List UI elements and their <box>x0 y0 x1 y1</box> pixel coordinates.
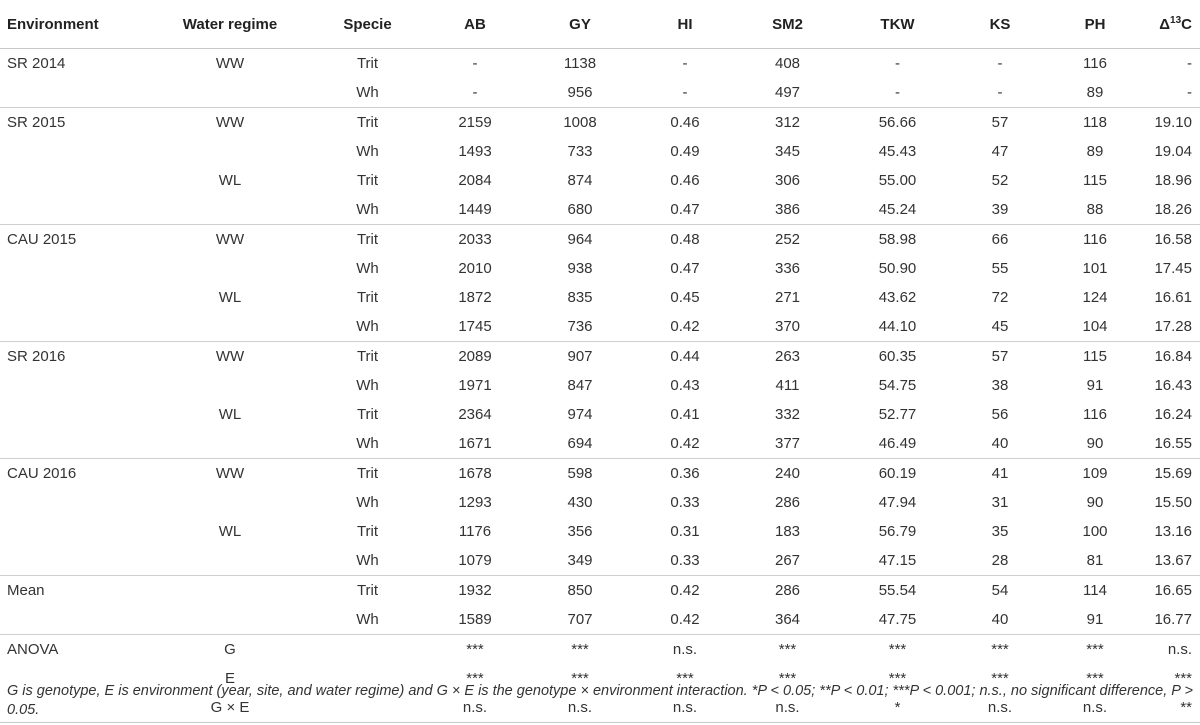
table-row <box>0 400 1200 429</box>
cell-water-regime <box>150 546 310 576</box>
table-row <box>0 225 1200 255</box>
cell-delta-13c: 19.10 <box>1145 108 1200 138</box>
cell-specie: Trit <box>310 576 425 606</box>
header-tkw: TKW <box>840 0 955 49</box>
header-environment: Environment <box>0 0 150 49</box>
cell-specie: Trit <box>356 406 379 423</box>
cell-ab: 2084 <box>458 172 492 189</box>
cell-gy: 736 <box>567 318 593 335</box>
cell-specie: Trit <box>356 523 379 540</box>
header-hi: HI <box>635 0 735 49</box>
table-row <box>0 108 1200 138</box>
cell-ab: - <box>472 55 478 72</box>
cell-gy: *** <box>571 670 589 687</box>
table-row <box>0 195 1200 225</box>
cell-ph: 101 <box>1082 260 1108 277</box>
cell-gy: 847 <box>567 377 593 394</box>
cell-ph: n.s. <box>1045 693 1145 723</box>
cell-water-regime: WL <box>218 289 242 306</box>
header-water-regime: Water regime <box>150 0 310 49</box>
cell-gy: 680 <box>567 201 593 218</box>
cell-sm2: 306 <box>774 172 801 189</box>
cell-hi: n.s. <box>635 635 735 665</box>
cell-hi: 0.41 <box>670 406 700 423</box>
cell-water-regime: E <box>224 670 235 687</box>
cell-ab: 1449 <box>458 201 492 218</box>
cell-hi: 0.31 <box>670 523 700 540</box>
cell-tkw: 56.79 <box>878 523 917 540</box>
cell-delta-13c: - <box>1187 84 1192 101</box>
cell-water-regime <box>150 78 310 108</box>
cell-ab: 1079 <box>458 552 492 569</box>
table-row <box>0 78 1200 108</box>
cell-environment: CAU 2016 <box>0 459 150 489</box>
cell-sm2: 183 <box>774 523 801 540</box>
cell-hi: 0.48 <box>635 225 735 255</box>
cell-ab: 1872 <box>458 289 492 306</box>
cell-gy: *** <box>525 635 635 665</box>
cell-ks: 31 <box>991 494 1009 511</box>
cell-ks: 66 <box>955 225 1045 255</box>
cell-delta-13c: 13.67 <box>1154 552 1192 569</box>
cell-ph: *** <box>1045 635 1145 665</box>
header-ph: PH <box>1045 0 1145 49</box>
cell-ab: - <box>472 84 478 101</box>
cell-ab: 1589 <box>458 611 492 628</box>
cell-environment <box>0 400 150 429</box>
table-row <box>0 546 1200 576</box>
cell-ks: 52 <box>991 172 1009 189</box>
cell-tkw: *** <box>840 635 955 665</box>
cell-delta-13c: 15.69 <box>1145 459 1200 489</box>
table-row <box>0 488 1200 517</box>
table-footnote: G is genotype, E is environment (year, site, and water regime) and G × E is the genotype × environment interaction. *P < 0.05; **P < 0.01; ***P < 0.001; n.s., no significant difference, P > 0.05. <box>7 683 1193 718</box>
cell-delta-13c: ** <box>1145 693 1200 723</box>
cell-ph: 90 <box>1086 494 1104 511</box>
cell-specie: Trit <box>356 55 379 72</box>
cell-delta-13c: n.s. <box>1145 635 1200 665</box>
cell-ks: 40 <box>991 611 1009 628</box>
cell-gy: 964 <box>525 225 635 255</box>
cell-tkw: 47.15 <box>878 552 917 569</box>
cell-environment: ANOVA <box>0 635 150 665</box>
cell-ph: 91 <box>1086 377 1104 394</box>
cell-tkw: 47.94 <box>878 494 917 511</box>
cell-sm2: 386 <box>774 201 801 218</box>
cell-gy: 907 <box>525 342 635 372</box>
cell-hi: 0.43 <box>670 377 700 394</box>
cell-sm2: 263 <box>735 342 840 372</box>
cell-ks: 47 <box>991 143 1009 160</box>
cell-delta-13c: 16.55 <box>1154 435 1192 452</box>
cell-delta-13c: 16.58 <box>1145 225 1200 255</box>
header-delta-13c <box>1145 0 1200 49</box>
cell-tkw: *** <box>888 670 907 687</box>
cell-water-regime: WW <box>215 55 245 72</box>
cell-sm2: 411 <box>775 377 800 394</box>
cell-sm2: 332 <box>774 406 801 423</box>
cell-gy: 874 <box>567 172 593 189</box>
cell-ab: 2364 <box>458 406 492 423</box>
cell-specie: Wh <box>356 143 379 160</box>
cell-tkw: * <box>840 693 955 723</box>
cell-tkw: 47.75 <box>878 611 917 628</box>
cell-environment <box>0 283 150 312</box>
cell-ph: 109 <box>1045 459 1145 489</box>
cell-environment <box>0 166 150 195</box>
table-row <box>0 517 1200 546</box>
table-row <box>0 342 1200 372</box>
table-row <box>0 576 1200 606</box>
cell-tkw: 60.19 <box>840 459 955 489</box>
table-body <box>0 49 1200 723</box>
cell-environment: Mean <box>0 576 150 606</box>
cell-ab: 1932 <box>425 576 525 606</box>
cell-delta-13c: 16.77 <box>1154 611 1192 628</box>
cell-delta-13c: 15.50 <box>1154 494 1192 511</box>
cell-sm2: 312 <box>735 108 840 138</box>
cell-gy: 1008 <box>525 108 635 138</box>
cell-gy: 598 <box>525 459 635 489</box>
cell-delta-13c: 18.26 <box>1154 201 1192 218</box>
cell-delta-13c: 17.28 <box>1154 318 1192 335</box>
cell-ks: - <box>997 55 1003 72</box>
cell-sm2: *** <box>778 670 797 687</box>
cell-gy: 974 <box>567 406 593 423</box>
cell-ph: 89 <box>1086 143 1104 160</box>
cell-ph: 81 <box>1086 552 1104 569</box>
header-ab: AB <box>425 0 525 49</box>
cell-sm2: *** <box>735 635 840 665</box>
cell-gy: 733 <box>567 143 593 160</box>
cell-sm2: 286 <box>774 494 801 511</box>
cell-ab: 1745 <box>458 318 492 335</box>
table-row <box>0 459 1200 489</box>
delta-symbol: Δ <box>1159 15 1171 33</box>
cell-tkw: 58.98 <box>840 225 955 255</box>
cell-sm2: 240 <box>735 459 840 489</box>
cell-gy: 850 <box>525 576 635 606</box>
cell-hi: 0.42 <box>670 611 700 628</box>
cell-ph: 114 <box>1045 576 1145 606</box>
cell-sm2: 370 <box>774 318 801 335</box>
cell-ks: - <box>997 84 1003 101</box>
cell-ks: 28 <box>991 552 1009 569</box>
cell-ph: 91 <box>1086 611 1104 628</box>
cell-environment <box>0 371 150 400</box>
cell-water-regime <box>150 254 310 283</box>
cell-environment <box>0 605 150 635</box>
cell-ph: 89 <box>1086 84 1104 101</box>
table-row <box>0 605 1200 635</box>
cell-delta-13c: 16.24 <box>1154 406 1192 423</box>
table-row <box>0 137 1200 166</box>
cell-delta-13c: 19.04 <box>1154 143 1192 160</box>
cell-specie: Wh <box>356 611 379 628</box>
cell-ks: *** <box>991 670 1009 687</box>
cell-hi: 0.42 <box>670 435 700 452</box>
cell-ph: 115 <box>1083 172 1107 189</box>
header-row <box>0 0 1200 49</box>
cell-tkw: 52.77 <box>878 406 917 423</box>
header-sm2: SM2 <box>735 0 840 49</box>
cell-ph: 124 <box>1082 289 1108 306</box>
cell-delta-13c: 16.65 <box>1145 576 1200 606</box>
cell-ks: 56 <box>991 406 1009 423</box>
cell-specie: Wh <box>356 84 379 101</box>
cell-gy: 938 <box>567 260 593 277</box>
cell-specie: Trit <box>310 225 425 255</box>
cell-ab: 1671 <box>458 435 492 452</box>
cell-ab: 2089 <box>425 342 525 372</box>
cell-ph: 116 <box>1083 406 1107 423</box>
cell-environment <box>0 429 150 459</box>
cell-sm2: 336 <box>774 260 801 277</box>
cell-hi: - <box>682 55 688 72</box>
cell-environment <box>0 488 150 517</box>
cell-ph: 100 <box>1082 523 1108 540</box>
cell-ab: *** <box>466 670 484 687</box>
cell-hi: 0.47 <box>670 201 700 218</box>
cell-environment <box>0 546 150 576</box>
cell-delta-13c: 16.43 <box>1154 377 1192 394</box>
cell-sm2: n.s. <box>735 693 840 723</box>
cell-water-regime <box>150 195 310 225</box>
cell-specie: Wh <box>356 552 379 569</box>
table-row <box>0 254 1200 283</box>
delta-superscript: 13 <box>1170 14 1182 26</box>
cell-specie: Trit <box>310 108 425 138</box>
cell-water-regime: WW <box>150 342 310 372</box>
table-row <box>0 166 1200 195</box>
cell-ks: *** <box>955 635 1045 665</box>
cell-hi: 0.36 <box>635 459 735 489</box>
cell-delta-13c: 13.16 <box>1154 523 1192 540</box>
cell-tkw: 54.75 <box>878 377 917 394</box>
cell-delta-13c: 16.84 <box>1145 342 1200 372</box>
table-row <box>0 312 1200 342</box>
cell-gy: 430 <box>567 494 593 511</box>
cell-specie: Wh <box>356 377 379 394</box>
cell-water-regime: WL <box>218 523 242 540</box>
cell-delta-13c: 17.45 <box>1154 260 1192 277</box>
cell-ks: 40 <box>991 435 1009 452</box>
cell-specie: Wh <box>356 201 379 218</box>
cell-ks: 41 <box>955 459 1045 489</box>
cell-ks: 38 <box>991 377 1009 394</box>
cell-ks: n.s. <box>955 693 1045 723</box>
table-row <box>0 283 1200 312</box>
delta-suffix: C <box>1181 15 1192 33</box>
cell-specie: Wh <box>356 435 379 452</box>
cell-specie: Trit <box>356 289 379 306</box>
cell-sm2: 267 <box>774 552 801 569</box>
cell-ph: 88 <box>1086 201 1104 218</box>
cell-water-regime <box>150 429 310 459</box>
cell-water-regime: WW <box>150 225 310 255</box>
cell-environment: SR 2016 <box>0 342 150 372</box>
cell-specie: Trit <box>310 342 425 372</box>
cell-hi: 0.49 <box>670 143 700 160</box>
cell-ks: 72 <box>991 289 1009 306</box>
cell-sm2: 377 <box>774 435 801 452</box>
cell-specie: Wh <box>356 494 379 511</box>
cell-ph: 116 <box>1045 225 1145 255</box>
cell-ab: 2159 <box>425 108 525 138</box>
cell-hi: 0.42 <box>670 318 700 335</box>
cell-tkw: 55.00 <box>878 172 917 189</box>
cell-ks: 45 <box>991 318 1009 335</box>
cell-environment: CAU 2015 <box>0 225 150 255</box>
cell-environment: SR 2014 <box>7 55 66 72</box>
cell-water-regime <box>150 605 310 635</box>
cell-ks: 57 <box>955 108 1045 138</box>
cell-environment <box>0 137 150 166</box>
cell-specie: Trit <box>356 172 379 189</box>
cell-sm2: 345 <box>774 143 801 160</box>
table-row <box>0 635 1200 665</box>
cell-tkw: 43.62 <box>878 289 917 306</box>
cell-water-regime: WW <box>150 108 310 138</box>
cell-water-regime: G × E <box>150 693 310 723</box>
cell-tkw: 44.10 <box>878 318 917 335</box>
cell-environment: SR 2015 <box>0 108 150 138</box>
cell-gy: 835 <box>567 289 593 306</box>
table-row <box>0 429 1200 459</box>
cell-hi: 0.46 <box>635 108 735 138</box>
cell-water-regime <box>150 488 310 517</box>
cell-specie: Wh <box>356 260 379 277</box>
cell-hi: 0.42 <box>635 576 735 606</box>
cell-water-regime <box>150 137 310 166</box>
cell-water-regime: WL <box>218 172 242 189</box>
cell-ph: 90 <box>1086 435 1104 452</box>
cell-sm2: 252 <box>735 225 840 255</box>
cell-ab: 1293 <box>458 494 492 511</box>
cell-gy: 956 <box>567 84 593 101</box>
cell-hi: *** <box>676 670 694 687</box>
cell-hi: 0.44 <box>635 342 735 372</box>
cell-hi: - <box>682 84 688 101</box>
cell-ab: n.s. <box>425 693 525 723</box>
cell-gy: 349 <box>567 552 593 569</box>
cell-ab: 1971 <box>458 377 492 394</box>
cell-environment <box>0 312 150 342</box>
cell-environment <box>0 78 150 108</box>
cell-ab: *** <box>425 635 525 665</box>
header-gy: GY <box>525 0 635 49</box>
cell-gy: 707 <box>567 611 593 628</box>
cell-tkw: 55.54 <box>840 576 955 606</box>
cell-gy: n.s. <box>525 693 635 723</box>
cell-sm2: 286 <box>735 576 840 606</box>
cell-ph: *** <box>1086 670 1104 687</box>
cell-tkw: 60.35 <box>840 342 955 372</box>
cell-ph: 118 <box>1045 108 1145 138</box>
cell-gy: 694 <box>567 435 593 452</box>
cell-tkw: 45.43 <box>878 143 917 160</box>
cell-sm2: 408 <box>774 55 801 72</box>
cell-tkw: - <box>895 55 900 72</box>
cell-specie <box>310 635 425 665</box>
cell-sm2: 271 <box>774 289 801 306</box>
cell-delta-13c: 18.96 <box>1154 172 1192 189</box>
cell-environment <box>0 517 150 546</box>
cell-tkw: 45.24 <box>878 201 917 218</box>
cell-ab: 1493 <box>458 143 492 160</box>
cell-sm2: 497 <box>774 84 801 101</box>
cell-water-regime <box>150 576 310 606</box>
cell-ks: 54 <box>955 576 1045 606</box>
cell-hi: 0.46 <box>670 172 700 189</box>
cell-ab: 1678 <box>425 459 525 489</box>
cell-sm2: 364 <box>774 611 801 628</box>
table-row <box>0 371 1200 400</box>
cell-hi: n.s. <box>635 693 735 723</box>
cell-hi: 0.33 <box>670 552 700 569</box>
cell-environment <box>0 195 150 225</box>
cell-ks: 55 <box>991 260 1009 277</box>
cell-ks: 35 <box>991 523 1009 540</box>
cell-hi: 0.47 <box>670 260 700 277</box>
cell-delta-13c: - <box>1187 55 1192 72</box>
cell-water-regime <box>150 371 310 400</box>
cell-water-regime: G <box>150 635 310 665</box>
cell-hi: 0.45 <box>670 289 700 306</box>
header-ks: KS <box>955 0 1045 49</box>
table-row <box>0 49 1200 79</box>
header-specie: Specie <box>310 0 425 49</box>
cell-ph: 115 <box>1045 342 1145 372</box>
cell-water-regime: WL <box>218 406 242 423</box>
cell-delta-13c: 16.61 <box>1154 289 1192 306</box>
cell-delta-13c: *** <box>1174 670 1192 687</box>
cell-gy: 1138 <box>563 55 597 72</box>
cell-ks: 57 <box>955 342 1045 372</box>
cell-gy: 356 <box>567 523 593 540</box>
cell-water-regime: WW <box>150 459 310 489</box>
cell-ab: 1176 <box>458 523 492 540</box>
cell-tkw: 50.90 <box>878 260 917 277</box>
cell-hi: 0.33 <box>670 494 700 511</box>
cell-environment <box>0 254 150 283</box>
cell-tkw: - <box>895 84 900 101</box>
cell-tkw: 56.66 <box>840 108 955 138</box>
cell-ph: 104 <box>1082 318 1108 335</box>
cell-ph: 116 <box>1083 55 1107 72</box>
cell-specie: Wh <box>356 318 379 335</box>
cell-specie: Trit <box>310 459 425 489</box>
cell-ab: 2033 <box>425 225 525 255</box>
cell-water-regime <box>150 312 310 342</box>
cell-ab: 2010 <box>458 260 492 277</box>
cell-tkw: 46.49 <box>878 435 917 452</box>
cell-ks: 39 <box>991 201 1009 218</box>
